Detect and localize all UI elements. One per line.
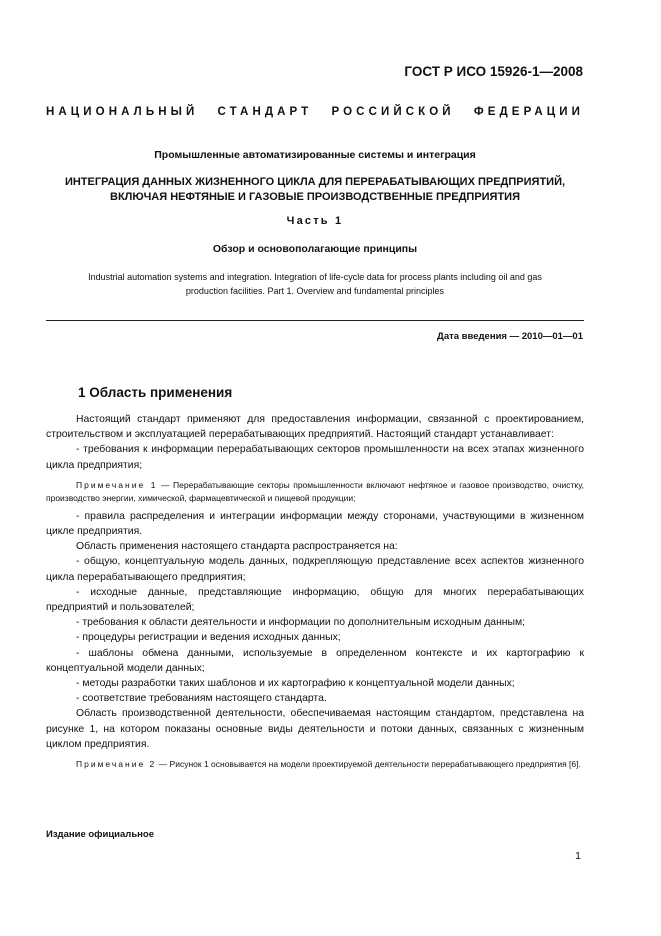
note-text: — Перерабатывающие секторы промышленности включают нефтяное и газовое производство, очистку, производство энергии, химической, фармацевтической и пищевой продукции; xyxy=(46,479,584,503)
introduction-date: Дата введения — 2010—01—01 xyxy=(437,331,583,342)
list-item: - методы разработки таких шаблонов и их картографию к концептуальной модели данных; xyxy=(76,678,515,690)
standard-subtitle: Промышленные автоматизированные системы и интеграция xyxy=(154,149,476,161)
english-title-line-2: production facilities. Part 1. Overview and fundamental principles xyxy=(185,286,445,296)
note-label: Примечание 1 xyxy=(76,479,158,490)
official-edition-label: Издание официальное xyxy=(46,829,154,840)
english-title xyxy=(46,270,584,298)
list-item: - исходные данные, представляющие информацию, общую для многих перерабатывающих предприятий и пользователей; xyxy=(46,586,584,614)
banner-word: ФЕДЕРАЦИИ xyxy=(473,106,584,118)
banner-word: РОССИЙСКОЙ xyxy=(331,106,455,118)
note-text: — Рисунок 1 основывается на модели проектируемой деятельности перерабатывающего предприятия [6]. xyxy=(156,759,581,770)
list-item: - требования к области деятельности и информации по дополнительным исходным данным; xyxy=(76,617,526,629)
banner-word: СТАНДАРТ xyxy=(217,106,313,118)
page-number: 1 xyxy=(575,850,581,862)
note-2 xyxy=(46,758,584,771)
header-divider xyxy=(46,320,584,321)
paragraph: Область применения настоящего стандарта распространяется на: xyxy=(76,541,398,553)
document-code: ГОСТ Р ИСО 15926-1—2008 xyxy=(404,64,583,79)
list-item: - процедуры регистрации и ведения исходных данных; xyxy=(76,632,341,644)
english-title-line-1: Industrial automation systems and integration. Integration of life-cycle data for process plants including oil and gas xyxy=(88,272,542,282)
note-1 xyxy=(46,479,584,505)
list-item: - требования к информации перерабатывающих секторов промышленности на всех этапах жизненного цикла предприятия; xyxy=(46,444,584,471)
paragraph: Область производственной деятельности, обеспечиваемая настоящим стандартом, представлена на рисунке 1, на котором показаны основные виды деятельности и потоки данных, связанных с жизненным циклом предприятия. xyxy=(46,708,584,750)
banner-word: НАЦИОНАЛЬНЫЙ xyxy=(46,106,199,118)
section-body xyxy=(46,412,584,775)
standard-title xyxy=(46,175,584,205)
note-label: Примечание 2 xyxy=(76,759,157,770)
part-number: Часть 1 xyxy=(286,215,344,227)
part-title: Обзор и основополагающие принципы xyxy=(212,243,418,255)
list-item: - общую, концептуальную модель данных, подкрепляющую представление всех аспектов жизненного цикла перерабатывающего предприятия; xyxy=(46,556,584,583)
paragraph: Настоящий стандарт применяют для предоставления информации, связанной с проектированием, строительством и эксплуатацией перерабатывающих предприятий. Настоящий стандарт устанавливает: xyxy=(46,414,584,441)
list-item: - шаблоны обмена данными, используемые в определенном контексте и их картографию к концептуальной модели данных; xyxy=(46,647,584,674)
list-item: - соответствие требованиям настоящего стандарта. xyxy=(76,693,327,705)
list-item: - правила распределения и интеграции информации между сторонами, участвующими в жизненном цикле предприятия. xyxy=(46,510,584,538)
section-title: 1 Область применения xyxy=(78,385,233,400)
title-line-2: ВКЛЮЧАЯ НЕФТЯНЫЕ И ГАЗОВЫЕ ПРОИЗВОДСТВЕННЫЕ ПРЕДПРИЯТИЯ xyxy=(110,191,520,203)
title-line-1: ИНТЕГРАЦИЯ ДАННЫХ ЖИЗНЕННОГО ЦИКЛА ДЛЯ ПЕРЕРАБАТЫВАЮЩИХ ПРЕДПРИЯТИЙ, xyxy=(64,176,566,188)
national-standard-banner xyxy=(46,106,584,118)
